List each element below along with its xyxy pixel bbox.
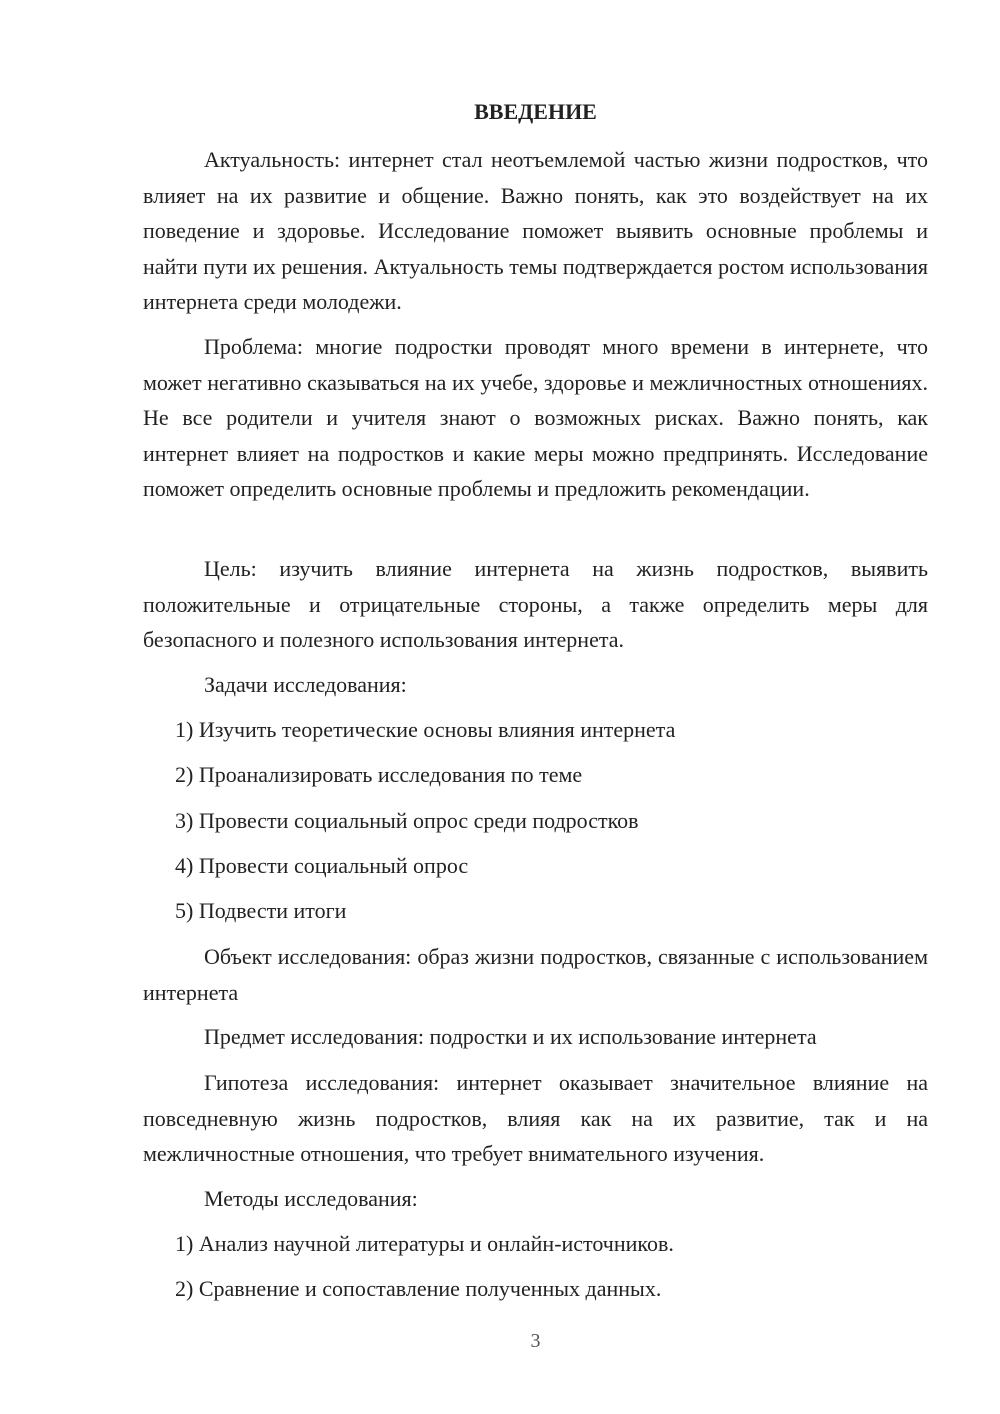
relevance-paragraph: Актуальность: интернет стал неотъемлемой частью жизни подростков, что влияет на их развитие и общение. Важно понять, как это воздействует на их поведение и здоровье. Исследование поможет выявить основные проблемы и найти пути их решения. Актуальность темы подтверждается ростом использования интернета среди молодежи. <box>143 147 928 314</box>
task-item-1: 1) Изучить теоретические основы влияния интернета <box>175 717 676 742</box>
goal-paragraph: Цель: изучить влияние интернета на жизнь подростков, выявить положительные и отрицательные стороны, а также определить меры для безопасного и полезного использования интернета. <box>143 556 928 652</box>
problem-paragraph: Проблема: многие подростки проводят много времени в интернете, что может негативно сказываться на их учебе, здоровье и межличностных отношениях. Не все родители и учителя знают о возможных рисках. Важно понять, как интернет влияет на подростков и какие меры можно предпринять. Исследование поможет определить основные проблемы и предложить рекомендации. <box>143 334 928 501</box>
method-item-1: 1) Анализ научной литературы и онлайн-источников. <box>175 1231 674 1256</box>
hypothesis-paragraph: Гипотеза исследования: интернет оказывает значительное влияние на повседневную жизнь подростков, влияя как на их развитие, так и на межличностные отношения, что требует внимательного изучения. <box>143 1070 928 1166</box>
object-paragraph: Объект исследования: образ жизни подростков, связанные с использованием интернета <box>143 944 928 1005</box>
page-number: 3 <box>530 1330 541 1352</box>
page-title: ВВЕДЕНИЕ <box>474 99 597 124</box>
tasks-heading: Задачи исследования: <box>204 672 407 697</box>
method-item-2: 2) Сравнение и сопоставление полученных данных. <box>175 1276 662 1301</box>
task-item-3: 3) Провести социальный опрос среди подростков <box>175 808 639 833</box>
task-item-5: 5) Подвести итоги <box>175 898 347 923</box>
task-item-2: 2) Проанализировать исследования по теме <box>175 762 583 787</box>
subject-paragraph: Предмет исследования: подростки и их использование интернета <box>204 1024 817 1049</box>
task-item-4: 4) Провести социальный опрос <box>175 853 469 878</box>
methods-heading: Методы исследования: <box>204 1186 418 1211</box>
